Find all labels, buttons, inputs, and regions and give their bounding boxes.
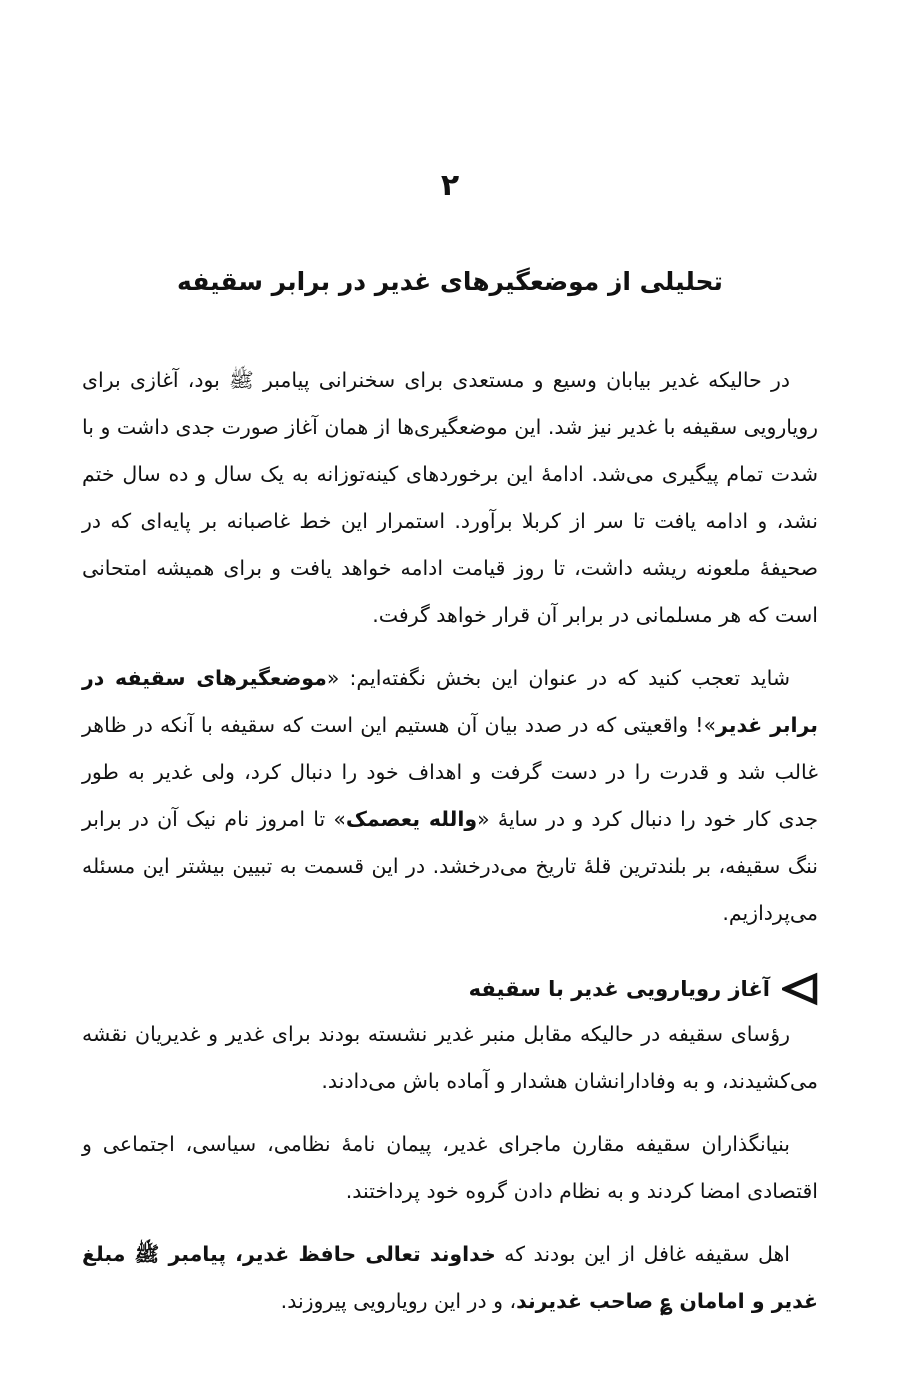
text-segment: ، و در این رویارویی پیروزند. — [280, 1289, 517, 1313]
bold-phrase: خداوند تعالی حافظ غدیر، پیامبر ﷺ مبلغ غدیر و امامان ؏ صاحب غدیرند — [82, 1242, 818, 1313]
text-segment: اهل سقیفه غافل از این بودند که — [495, 1242, 790, 1266]
chapter-title: تحلیلی از موضعگیرهای غدیر در برابر سقیفه — [177, 267, 723, 296]
section-heading-text: آغاز رویارویی غدیر با سقیفه — [468, 976, 770, 1001]
paragraph-section-3 — [82, 1231, 818, 1325]
paragraph-section-2: بنیانگذاران سقیفه مقارن ماجرای غدیر، پیمان نامهٔ نظامی، سیاسی، اجتماعی و اقتصادی امضا کردند و به نظام دادن گروه خود پرداختند. — [82, 1132, 818, 1203]
text-segment: شاید تعجب کنید که در عنوان این بخش نگفته‌ایم: « — [326, 666, 790, 690]
text-segment: »! واقعیتی که در صدد بیان آن هستیم این است که سقیفه با آنکه در ظاهر غالب شد و قدرت را در دست گرفت و اهداف خود را دنبال کرد، ولی غدیر به طور جدی کار خود را دنبال کرد و در سایهٔ « — [82, 713, 818, 831]
paragraph-intro: در حالیکه غدیر بیابان وسیع و مستعدی برای سخنرانی پیامبر ﷺ بود، آغازی برای رویارویی سقیفه با غدیر نیز شد. این موضعگیری‌ها از همان آغاز صورت جدی داشت و با شدت تمام پیگیری می‌شد. ادامهٔ این برخوردهای کینه‌توزانه به یک سال و ده سال ختم نشد، و ادامه یافت تا سر از کربلا برآورد. استمرار این خط غاصبانه بر پایه‌ای که در صحیفهٔ ملعونه ریشه داشت، تا روز قیامت ادامه خواهد یافت و برای همیشه امتحانی است که هر مسلمانی در برابر آن قرار خواهد گرفت. — [82, 368, 818, 627]
chapter-number: ۲ — [440, 168, 460, 203]
text-segment: » تا امروز نام نیک آن در برابر ننگ سقیفه، بر بلندترین قلهٔ تاریخ می‌درخشد. در این قسمت به تبیین بیشتر این مسئله می‌پردازیم. — [82, 807, 818, 925]
triangle-pointer-icon — [782, 971, 818, 1007]
bold-phrase: والله یعصمک — [345, 807, 478, 831]
chapter-body — [82, 357, 818, 1341]
bold-phrase: موضعگیرهای سقیفه در برابر غدیر — [82, 666, 819, 737]
section-heading — [82, 967, 818, 1011]
paragraph-section-1: رؤسای سقیفه در حالیکه مقابل منبر غدیر نشسته بودند برای غدیر و غدیریان نقشه می‌کشیدند، و به وفادارانشان هشدار و آماده باش می‌دادند. — [82, 1022, 818, 1093]
paragraph-title-explanation — [82, 655, 818, 937]
